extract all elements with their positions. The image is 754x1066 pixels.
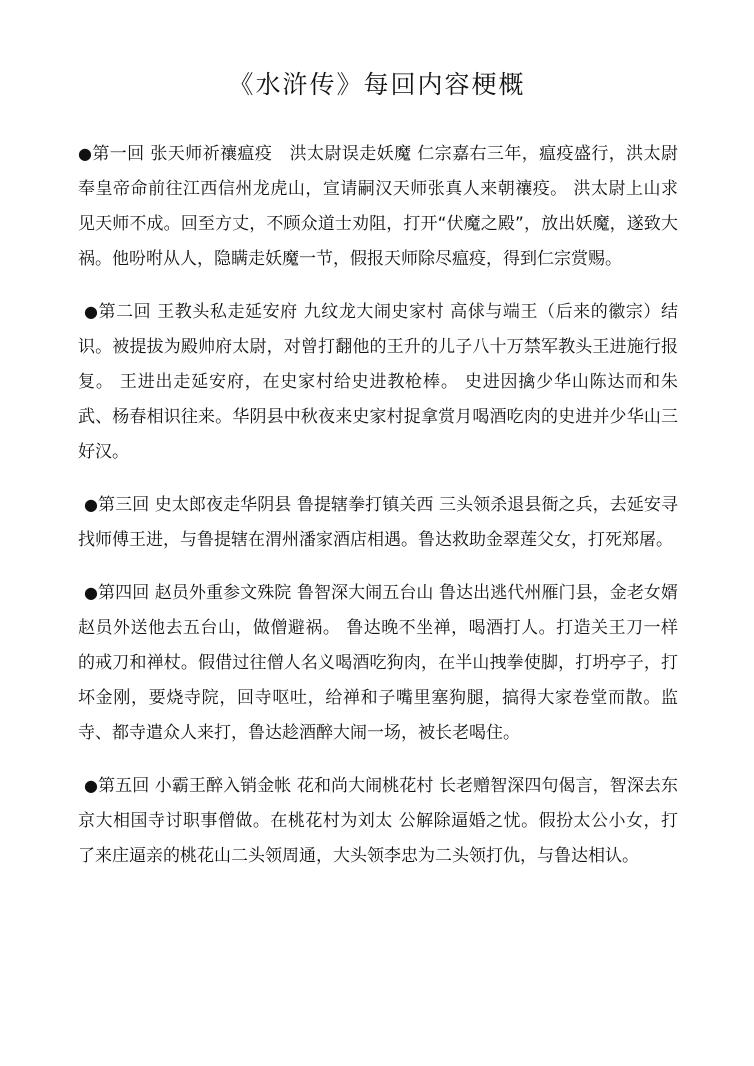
chapter-heading: 第五回 小霸王醉入销金帐 花和尚大闹桃花村: [98, 776, 434, 796]
bullet-icon: ●: [78, 144, 93, 163]
chapter-summary-5: [78, 768, 678, 874]
chapter-body: 鲁达出逃代州雁门县，金老女婿赵员外送他去五台山，做僧避祸。 鲁达晚不坐禅，喝酒打人。打造关王刀一样的戒刀和禅杖。假借过往僧人名义喝酒吃狗肉，在半山拽拳使脚，打坍亭子，打坏金刚，要烧寺院，回寺呕吐，给禅和子嘴里塞狗腿，搞得大家卷堂而散。监寺、都寺遣众人来打，鲁达趁酒醉大闹一场，被长老喝住。: [78, 583, 678, 743]
bullet-icon: ●: [84, 583, 99, 602]
chapter-heading: 第一回 张天师祈禳瘟疫 洪太尉误走妖魔: [92, 144, 412, 164]
chapter-summary-2: [78, 294, 678, 470]
bullet-icon: ●: [84, 302, 99, 321]
bullet-icon: ●: [84, 776, 99, 795]
chapter-body: 高俅与端王（后来的徽宗）结识。被提拔为殿帅府太尉，对曾打翻他的王升的儿子八十万禁军教头王进施行报复。 王进出走延安府，在史家村给史进教枪棒。 史进因擒少华山陈达而和朱武、杨春相识往来。华阴县中秋夜来史家村捉拿赏月喝酒吃肉的史进并少华山三好汉。: [78, 302, 678, 462]
chapter-body: 仁宗嘉右三年，瘟疫盛行，洪太尉奉皇帝命前往江西信州龙虎山，宣请嗣汉天师张真人来朝禳疫。 洪太尉上山求见天师不成。回至方丈，不顾众道士劝阻，打开“伏魔之殿”，放出妖魔，遂致大祸。他吩咐从人，隐瞒走妖魔一节，假报天师除尽瘟疫，得到仁宗赏赐。: [78, 144, 678, 269]
chapter-summary-4: [78, 575, 678, 751]
page-title: 《水浒传》每回内容梗概: [228, 70, 526, 99]
chapter-heading: 第二回 王教头私走延安府 九纹龙大闹史家村: [98, 302, 445, 322]
chapter-body: 三头领杀退县衙之兵，去延安寻找师傅王进，与鲁提辖在渭州潘家酒店相遇。鲁达救助金翠莲父女，打死郑屠。: [78, 495, 678, 550]
bullet-icon: ●: [84, 495, 99, 514]
chapter-summary-1: [78, 136, 678, 277]
chapter-list: [78, 136, 678, 891]
chapter-heading: 第三回 史太郎夜走华阴县 鲁提辖拳打镇关西: [98, 495, 434, 515]
chapter-body: 长老赠智深四句偈言，智深去东京大相国寺讨职事僧做。在桃花村为刘太 公解除逼婚之忧。假扮太公小女，打了来庄逼亲的桃花山二头领周通，大头领李忠为二头领打仇，与鲁达相认。: [78, 776, 678, 866]
chapter-summary-3: [78, 487, 678, 558]
chapter-heading: 第四回 赵员外重参文殊院 鲁智深大闹五台山: [98, 583, 434, 603]
